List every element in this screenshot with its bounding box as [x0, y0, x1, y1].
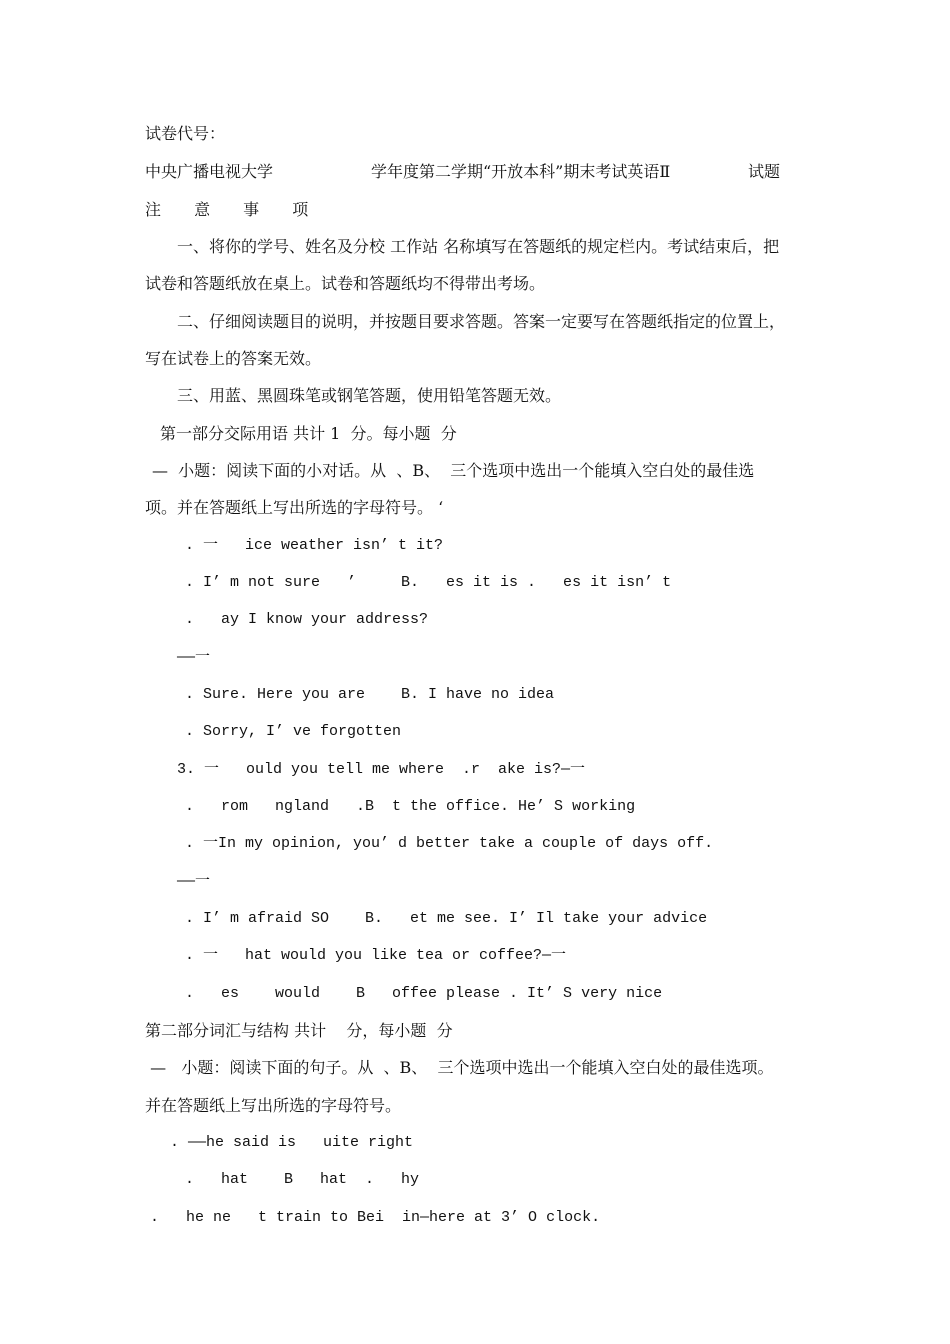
question-line: . hat B hat . hy [185, 1171, 420, 1188]
exam-code-label: 试卷代号： [145, 124, 226, 143]
dialogue-line: . rom ngland .B t the office. He’ S working [185, 798, 636, 815]
notice-heading: 注 意 事 项 [145, 200, 323, 219]
part1-title: 第一部分交际用语 共计 1 分。每小题 分 [160, 424, 457, 443]
dialogue-line: ——一 [177, 649, 211, 666]
dialogue-line: 3. 一 ould you tell me where .r ake is?—一 [177, 761, 586, 778]
notice-item-3: 三、用蓝、黑圆珠笔或钢笔答题，使用铅笔答题无效。 [177, 386, 562, 405]
question-line: . he ne t train to Bei in—here at 3’ O clock. [150, 1209, 601, 1226]
part2-instruction-cont: 并在答题纸上写出所选的字母符号。 [145, 1096, 402, 1115]
notice-item-1: 一、将你的学号、姓名及分校 工作站 名称填写在答题纸的规定栏内。考试结束后，把 [177, 237, 780, 256]
part1-instruction: — 小题：阅读下面的小对话。从 、B、 三个选项中选出一个能填入空白处的最佳选 [152, 461, 755, 480]
notice-item-2: 二、仔细阅读题目的说明，并按题目要求答题。答案一定要写在答题纸指定的位置上， [177, 312, 786, 331]
dialogue-line: . I’ m afraid SO B. et me see. I’ Il take your advice [185, 910, 708, 927]
dialogue-line: . 一 ice weather isn’ t it? [185, 537, 444, 554]
dialogue-line: ——一 [177, 873, 211, 890]
dialogue-line: . ay I know your address? [185, 611, 429, 628]
dialogue-line: . Sure. Here you are B. I have no idea [185, 686, 555, 703]
dialogue-line: . 一 hat would you like tea or coffee?—一 [185, 947, 567, 964]
dialogue-line: . I’ m not sure ’ B. es it is . es it isn’ t [185, 574, 672, 591]
exam-title-suffix: 试题 [748, 162, 781, 181]
part1-instruction-cont: 项。并在答题纸上写出所选的字母符号。 ‘ [145, 498, 444, 517]
question-line: . ——he said is uite right [170, 1134, 414, 1151]
dialogue-line: . es would B offee please . It’ S very nice [185, 985, 663, 1002]
exam-title: 学年度第二学期“开放本科”期末考试英语Ⅱ [371, 162, 671, 181]
dialogue-line: . Sorry, I’ ve forgotten [185, 723, 402, 740]
university-name: 中央广播电视大学 [145, 162, 274, 181]
part2-title: 第二部分词汇与结构 共计 分，每小题 分 [145, 1021, 453, 1040]
dialogue-line: . 一In my opinion, you’ d better take a couple of days off. [185, 835, 714, 852]
notice-item-1-cont: 试卷和答题纸放在桌上。试卷和答题纸均不得带出考场。 [145, 274, 546, 293]
notice-item-2-cont: 写在试卷上的答案无效。 [145, 349, 322, 368]
part2-instruction: — 小题：阅读下面的句子。从 、B、 三个选项中选出一个能填入空白处的最佳选项。 [145, 1058, 774, 1077]
